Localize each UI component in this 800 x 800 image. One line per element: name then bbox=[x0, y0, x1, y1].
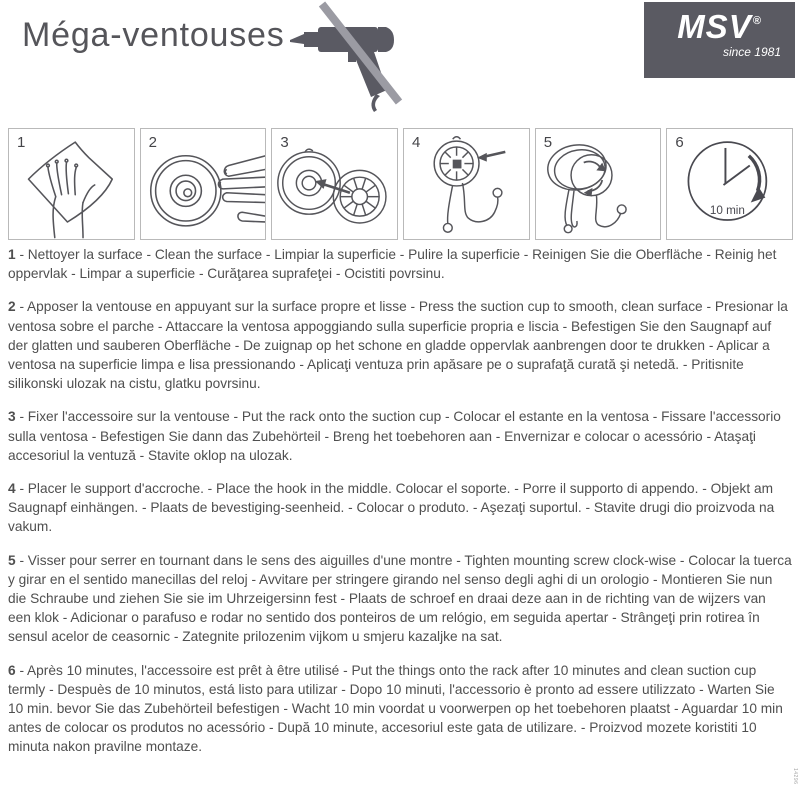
place-hook-icon bbox=[404, 129, 529, 239]
instruction-number: 5 bbox=[8, 552, 16, 568]
instruction-paragraph-5 bbox=[8, 551, 792, 647]
page-title: Méga-ventouses bbox=[22, 16, 285, 54]
press-suction-cup-icon bbox=[141, 129, 266, 239]
registered-mark: ® bbox=[752, 15, 762, 27]
instruction-number: 4 bbox=[8, 481, 16, 497]
instruction-text: - Après 10 minutes, l'accessoire est prêt à être utilisé - Put the things onto the rack after 10 minutes and clean suction cup termly - Despuès de 10 minutos, está listo para utilizar - Dopo 10 minuti, l'accessorio è pronto ad essere utilizzato - Warten Sie 10 min. bevor Sie das Zubehörteil befestigen - Wacht 10 min voordat u voorwerpen op het toebehoren plaatst - Aguardar 10 min antes de colocar os produtos no acessório - După 10 minute, accesoriul este gata de utilizare. - Proizvod mozete koristiti 10 minuta nakon pravilne montaze. bbox=[8, 662, 783, 755]
step-number: 1 bbox=[17, 134, 26, 151]
instruction-paragraph-3 bbox=[8, 407, 792, 465]
instructions-block bbox=[8, 245, 792, 771]
no-drill-icon bbox=[286, 0, 404, 112]
step-panel-1 bbox=[8, 128, 135, 240]
step-panel-5 bbox=[535, 128, 662, 240]
instruction-paragraph-2 bbox=[8, 297, 792, 393]
instruction-text: - Nettoyer la surface - Clean the surface - Limpiar la superficie - Pulire la superficie - Reinigen Sie die Oberfläche - Reinig het oppervlak - Limpar a superficie - Curăţarea suprafeţei - Ocistiti povrsinu. bbox=[8, 247, 777, 282]
instruction-text: - Apposer la ventouse en appuyant sur la surface propre et lisse - Press the suction cup to smooth, clean surface - Presionar la ventosa sobre el parche - Attaccare la ventosa appoggiando sulla superficie propria e liscia - Befestigen Sie den Saugnapf auf der glatten und sauberen Oberfläche - De zuignap op het schone en gladde oppervlak aanbrengen door te drukken - Aplicar a ventosa na superficie limpa e lisa pressionando - Aplicaţi ventuza prin apăsare pe o suprafaţă curată şi netedă. - Pritisnite silikonski ulozak na cistu, glatku povrsinu. bbox=[8, 299, 788, 392]
instruction-number: 3 bbox=[8, 409, 16, 425]
steps-row bbox=[8, 128, 793, 240]
instruction-number: 2 bbox=[8, 299, 16, 315]
attach-rack-icon bbox=[272, 129, 397, 239]
instruction-number: 6 bbox=[8, 662, 16, 678]
instruction-text: - Fixer l'accessoire sur la ventouse - Put the rack onto the suction cup - Colocar el estante en la ventosa - Fissare l'accessorio sulla ventosa - Befestigen Sie dann das Zubehörteil - Breng het toebehoren aan - Envernizar e colocar o acessório - Ataşaţi accesoriul la ventuză - Stavite oklop na ulozak. bbox=[8, 409, 781, 463]
brand-name bbox=[644, 10, 795, 43]
step-number: 4 bbox=[412, 134, 421, 151]
instruction-text: - Visser pour serrer en tournant dans le sens des aiguilles d'une montre - Tighten mounting screw clock-wise - Colocar la tuerca y girar en el sentido manecillas del reloj - Avvitare per stringere girando nel senso degli aghi di un orologio - Montieren Sie nun die Schraube und ziehen Sie sie im Uhrzeigersinn fest - Plaats de schroef en draai deze aan in de richting van de wijzers van een klok - Adicionar o parafuso e rodar no sentido dos ponteiros de um relógio, em seguida apertar - Strângeţi prin rotirea în sensul acelor de ceasornic - Zategnite prilozenim vijkom u smjeru kazaljke na sat. bbox=[8, 552, 792, 645]
vertical-ref-code: 14296 bbox=[792, 767, 798, 784]
step-panel-2 bbox=[140, 128, 267, 240]
tighten-clockwise-icon bbox=[536, 129, 661, 239]
step-number: 6 bbox=[675, 134, 684, 151]
clock-label: 10 min bbox=[710, 204, 746, 218]
instruction-paragraph-6 bbox=[8, 661, 792, 757]
step-panel-3 bbox=[271, 128, 398, 240]
hand-wiping-surface-icon bbox=[9, 129, 134, 239]
step-panel-6 bbox=[666, 128, 793, 240]
instruction-number: 1 bbox=[8, 247, 16, 262]
step-number: 3 bbox=[280, 134, 289, 151]
step-number: 5 bbox=[543, 134, 553, 151]
instruction-paragraph-1 bbox=[8, 245, 792, 283]
step-panel-4 bbox=[403, 128, 530, 240]
header bbox=[0, 0, 800, 115]
brand-logo bbox=[644, 2, 795, 78]
instruction-text: - Placer le support d'accroche. - Place the hook in the middle. Colocar el soporte. - Porre il supporto di appendo. - Objekt am Saugnapf einhängen. - Plaats de bevestiging-seenheid. - Colocar o produto. - Aşezaţi suportul. - Stavite drugi dio proizvoda na vakum. bbox=[8, 481, 775, 535]
instruction-paragraph-4 bbox=[8, 479, 792, 537]
step-number: 2 bbox=[148, 134, 158, 151]
clock-10min-icon bbox=[667, 129, 792, 239]
brand-text: MSV bbox=[677, 8, 752, 45]
brand-tagline: since 1981 bbox=[722, 45, 781, 59]
